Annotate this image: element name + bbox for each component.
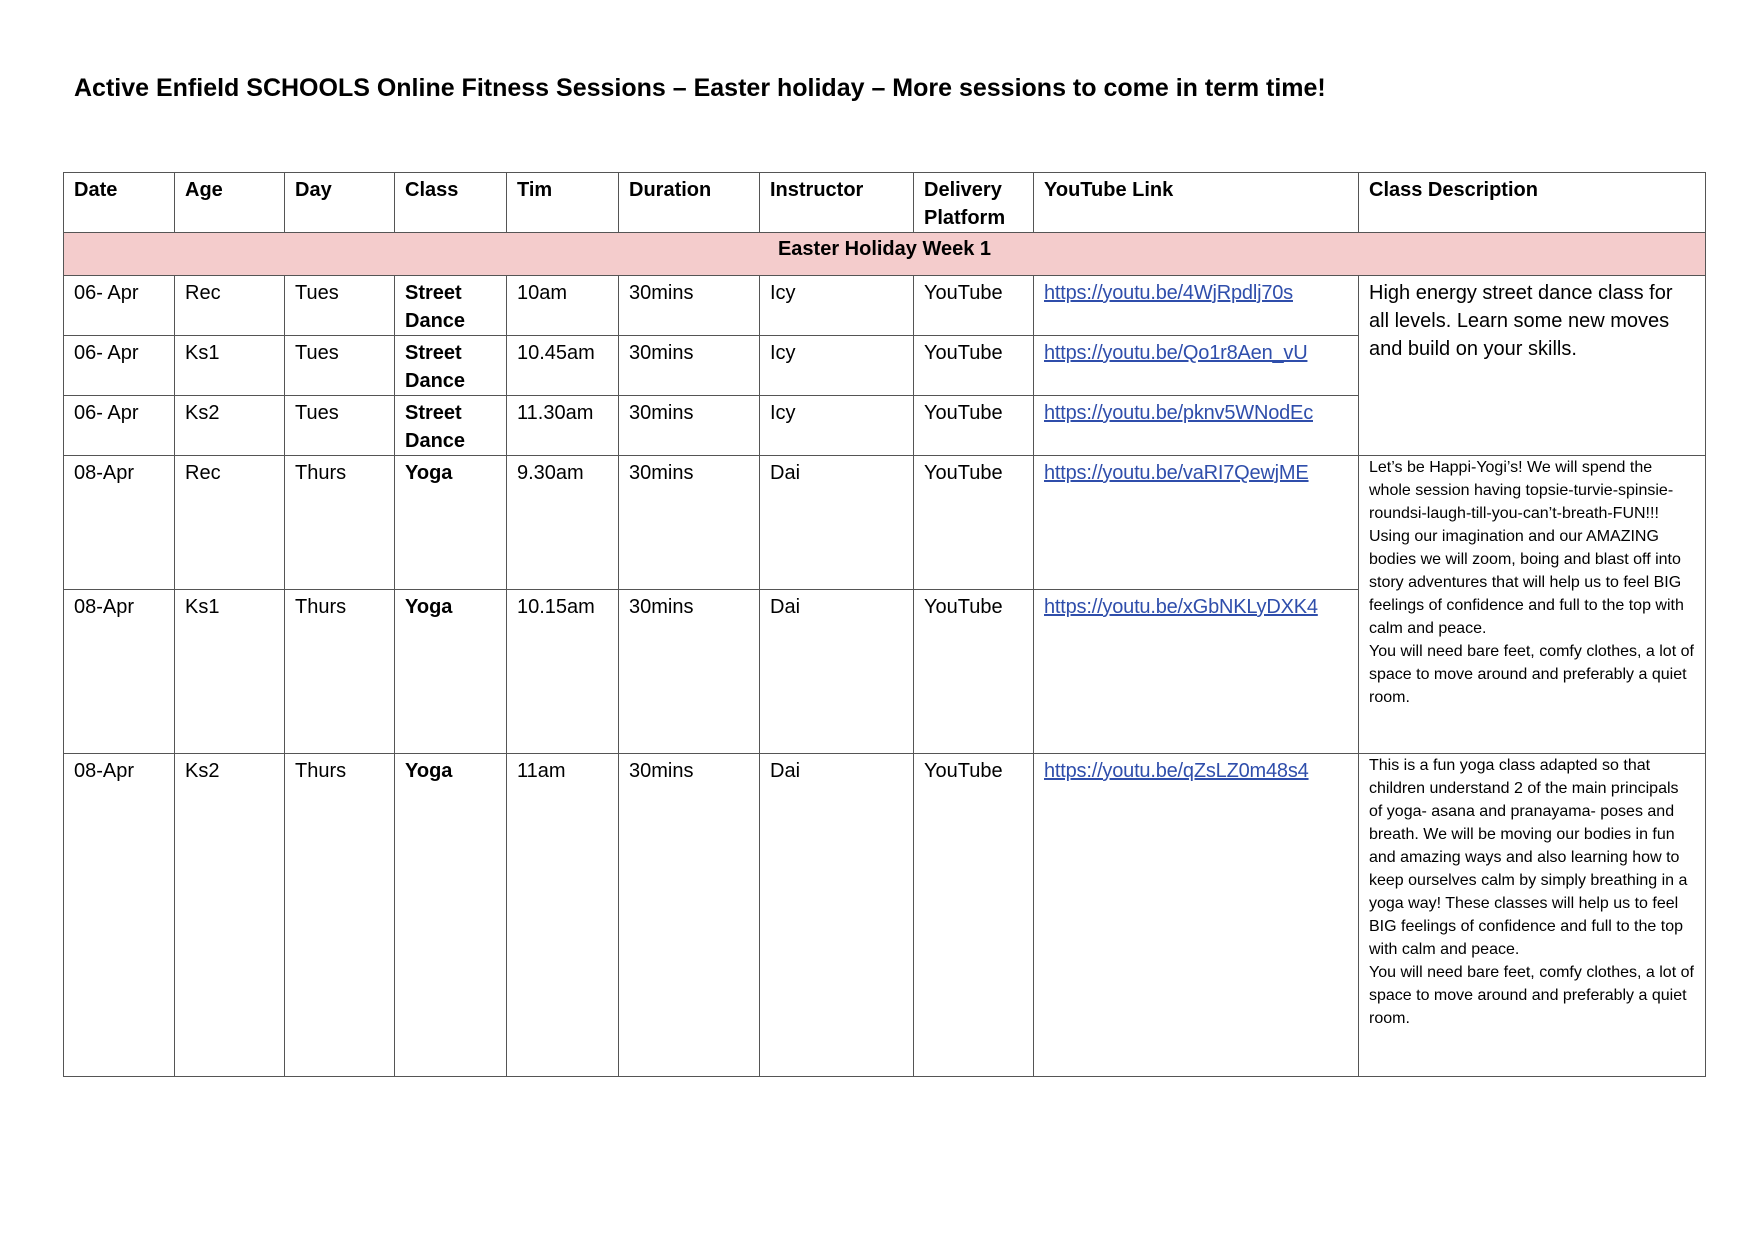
cell-time: 9.30am — [507, 456, 619, 590]
cell-duration: 30mins — [619, 456, 760, 590]
description-paragraph: Let’s be Happi-Yogi’s! We will spend the whole session having topsie-turvie-spinsie-roundsi-laugh-till-you-can’t-breath-FUN!!! Using our imagination and our AMAZING bodies we will zoom, boing and blast off into story adventures that will help us to feel BIG feelings of confidence and full to the top with calm and peace. — [1369, 459, 1684, 637]
cell-platform: YouTube — [914, 396, 1034, 456]
table-row — [64, 276, 1706, 336]
cell-platform: YouTube — [914, 456, 1034, 590]
cell-duration: 30mins — [619, 396, 760, 456]
cell-date: 06- Apr — [64, 396, 175, 456]
youtube-link[interactable]: https://youtu.be/pknv5WNodEc — [1044, 402, 1313, 424]
cell-link — [1034, 336, 1359, 396]
week-label: Easter Holiday Week 1 — [64, 233, 1706, 276]
cell-description-street-dance: High energy street dance class for all levels. Learn some new moves and build on your skills. — [1359, 276, 1706, 456]
cell-time: 11am — [507, 754, 619, 1077]
cell-date: 06- Apr — [64, 276, 175, 336]
description-paragraph: This is a fun yoga class adapted so that children understand 2 of the main principals of yoga- asana and pranayama- poses and breath. We will be moving our bodies in fun and amazing ways and also learning how to keep ourselves calm by simply breathing in a yoga way! These classes will help us to feel BIG feelings of confidence and full to the top with calm and peace. — [1369, 757, 1688, 958]
cell-instructor: Icy — [760, 396, 914, 456]
cell-duration: 30mins — [619, 276, 760, 336]
cell-instructor: Dai — [760, 590, 914, 754]
cell-duration: 30mins — [619, 590, 760, 754]
cell-time: 10am — [507, 276, 619, 336]
cell-class: Street Dance — [395, 276, 507, 336]
header-day: Day — [285, 173, 395, 233]
cell-platform: YouTube — [914, 590, 1034, 754]
cell-day: Tues — [285, 396, 395, 456]
cell-date: 08-Apr — [64, 754, 175, 1077]
youtube-link[interactable]: https://youtu.be/vaRI7QewjME — [1044, 462, 1309, 484]
cell-platform: YouTube — [914, 754, 1034, 1077]
page-title: Active Enfield SCHOOLS Online Fitness Sessions – Easter holiday – More sessions to come in term time! — [74, 74, 1326, 102]
header-instructor: Instructor — [760, 173, 914, 233]
description-paragraph: You will need bare feet, comfy clothes, a lot of space to move around and preferably a quiet room. — [1369, 964, 1694, 1027]
cell-time: 10.15am — [507, 590, 619, 754]
cell-instructor: Dai — [760, 456, 914, 590]
cell-age: Rec — [175, 276, 285, 336]
cell-day: Tues — [285, 336, 395, 396]
table-row — [64, 754, 1706, 1077]
cell-time: 11.30am — [507, 396, 619, 456]
cell-platform: YouTube — [914, 276, 1034, 336]
cell-age: Ks1 — [175, 590, 285, 754]
header-row — [64, 173, 1706, 233]
cell-platform: YouTube — [914, 336, 1034, 396]
week-band-row — [64, 233, 1706, 276]
cell-class: Street Dance — [395, 396, 507, 456]
cell-link — [1034, 456, 1359, 590]
cell-instructor: Icy — [760, 276, 914, 336]
header-description: Class Description — [1359, 173, 1706, 233]
header-age: Age — [175, 173, 285, 233]
cell-link — [1034, 276, 1359, 336]
header-duration: Duration — [619, 173, 760, 233]
cell-time: 10.45am — [507, 336, 619, 396]
cell-link — [1034, 754, 1359, 1077]
cell-duration: 30mins — [619, 754, 760, 1077]
cell-date: 08-Apr — [64, 590, 175, 754]
schedule-table — [63, 172, 1706, 1077]
cell-instructor: Dai — [760, 754, 914, 1077]
cell-age: Rec — [175, 456, 285, 590]
cell-date: 06- Apr — [64, 336, 175, 396]
header-link: YouTube Link — [1034, 173, 1359, 233]
header-date: Date — [64, 173, 175, 233]
cell-class: Street Dance — [395, 336, 507, 396]
cell-duration: 30mins — [619, 336, 760, 396]
cell-instructor: Icy — [760, 336, 914, 396]
cell-class: Yoga — [395, 456, 507, 590]
cell-class: Yoga — [395, 754, 507, 1077]
cell-day: Tues — [285, 276, 395, 336]
cell-description-yoga — [1359, 456, 1706, 754]
cell-description-yoga-ks2 — [1359, 754, 1706, 1077]
header-platform: Delivery Platform — [914, 173, 1034, 233]
youtube-link[interactable]: https://youtu.be/4WjRpdlj70s — [1044, 282, 1293, 304]
description-paragraph: You will need bare feet, comfy clothes, a lot of space to move around and preferably a quiet room. — [1369, 643, 1694, 706]
cell-age: Ks2 — [175, 396, 285, 456]
cell-link — [1034, 590, 1359, 754]
youtube-link[interactable]: https://youtu.be/qZsLZ0m48s4 — [1044, 760, 1309, 782]
cell-day: Thurs — [285, 590, 395, 754]
table-row — [64, 456, 1706, 590]
header-time: Tim — [507, 173, 619, 233]
youtube-link[interactable]: https://youtu.be/Qo1r8Aen_vU — [1044, 342, 1308, 364]
cell-age: Ks1 — [175, 336, 285, 396]
cell-link — [1034, 396, 1359, 456]
cell-day: Thurs — [285, 754, 395, 1077]
cell-age: Ks2 — [175, 754, 285, 1077]
cell-date: 08-Apr — [64, 456, 175, 590]
cell-class: Yoga — [395, 590, 507, 754]
youtube-link[interactable]: https://youtu.be/xGbNKLyDXK4 — [1044, 596, 1318, 618]
cell-day: Thurs — [285, 456, 395, 590]
header-class: Class — [395, 173, 507, 233]
